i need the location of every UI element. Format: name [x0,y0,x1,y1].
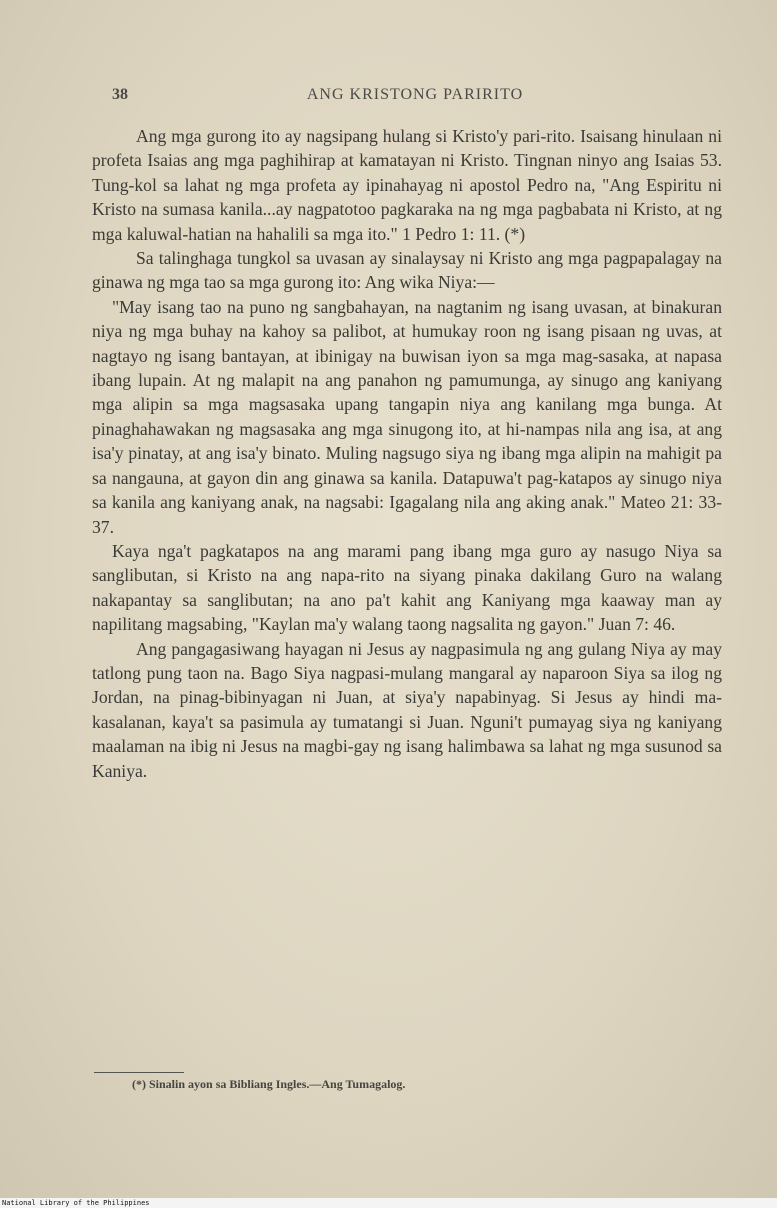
library-credit: National Library of the Philippines [2,1199,150,1207]
page-number: 38 [112,86,128,103]
page-header [110,86,720,110]
footnote-rule [94,1072,184,1073]
body-text [92,124,722,783]
paragraph-4: Kaya nga't pagkatapos na ang marami pang ibang mga guro ay nasugo Niya sa sanglibutan, si Kristo na ang napa-rito na siyang pinaka dakilang Guro na walang nakapantay sa sanglibutan; na ano pa't kahit ang Kaniyang mga kaaway man ay napilitang magsabing, "Kaylan ma'y walang taong nagsalita ng gayon." Juan 7: 46. [92,540,722,635]
paragraph-3-quote: "May isang tao na puno ng sangbahayan, na nagtanim ng isang uvasan, at binakuran niya ng mga buhay na kahoy sa palibot, at humukay roon ng isang pisaan ng uvas, at nagtayo ng isang bantayan, at ibinigay na buwisan iyon sa mga mag-sasaka, at napasa ibang lupain. At ng malapit na ang panahon ng pamumunga, ay sinugo ang kaniyang mga alipin sa mga magsasaka upang tangapin niya ang kanilang mga bunga. At pinaghahawakan ng magsasaka ang mga sinugong ito, at hi-nampas nila ang isa, at ang isa'y pinatay, at ang isa'y binato. Muling nagsugo siya ng ibang mga alipin na mahigit pa sa nangauna, at gayon din ang ginawa sa kanila. Datapuwa't pag-katapos ay sinugo niya sa kanila ang kaniyang anak, na nagsabi: Igagalang nila ang aking anak." Mateo 21: 33-37. [92,296,722,537]
paragraph-1: Ang mga gurong ito ay nagsipang hulang si Kristo'y pari-rito. Isaisang hinulaan ni profeta Isaias ang mga paghihirap at kamatayan ni Kristo. Tingnan ninyo ang Isaias 53. Tung-kol sa lahat ng mga profeta ay ipinahayag ni apostol Pedro na, "Ang Espiritu ni Kristo na sumasa kanila...ay nagpatotoo pagkaraka na ng mga pagbabata ni Kristo, at ng mga kaluwal-hatian na hahalili sa mga ito." 1 Pedro 1: 11. (*) [92,126,722,244]
footnote: (*) Sinalin ayon sa Bibliang Ingles.—Ang Tumagalog. [132,1077,406,1091]
paragraph-5: Ang pangagasiwang hayagan ni Jesus ay nagpasimula ng ang gulang Niya ay may tatlong pung taon na. Bago Siya nagpasi-mulang mangaral ay naparoon Siya sa ilog ng Jordan, na pinag-bibinyagan ni Juan, at siya'y napabinyag. Si Jesus ay hindi ma-kasalanan, kaya't sa pasimula ay tumatangi si Juan. Nguni't pumayag siya ng kaniyang maalaman na ibig ni Jesus na magbi-gay ng isang halimbawa sa lahat ng mga susunod sa Kaniya. [92,638,722,781]
paragraph-2: Sa talinghaga tungkol sa uvasan ay sinalaysay ni Kristo ang mga pagpapalagay na ginawa ng mga tao sa mga gurong ito: Ang wika Niya:— [92,248,722,293]
running-title: ANG KRISTONG PARIRITO [306,86,524,103]
